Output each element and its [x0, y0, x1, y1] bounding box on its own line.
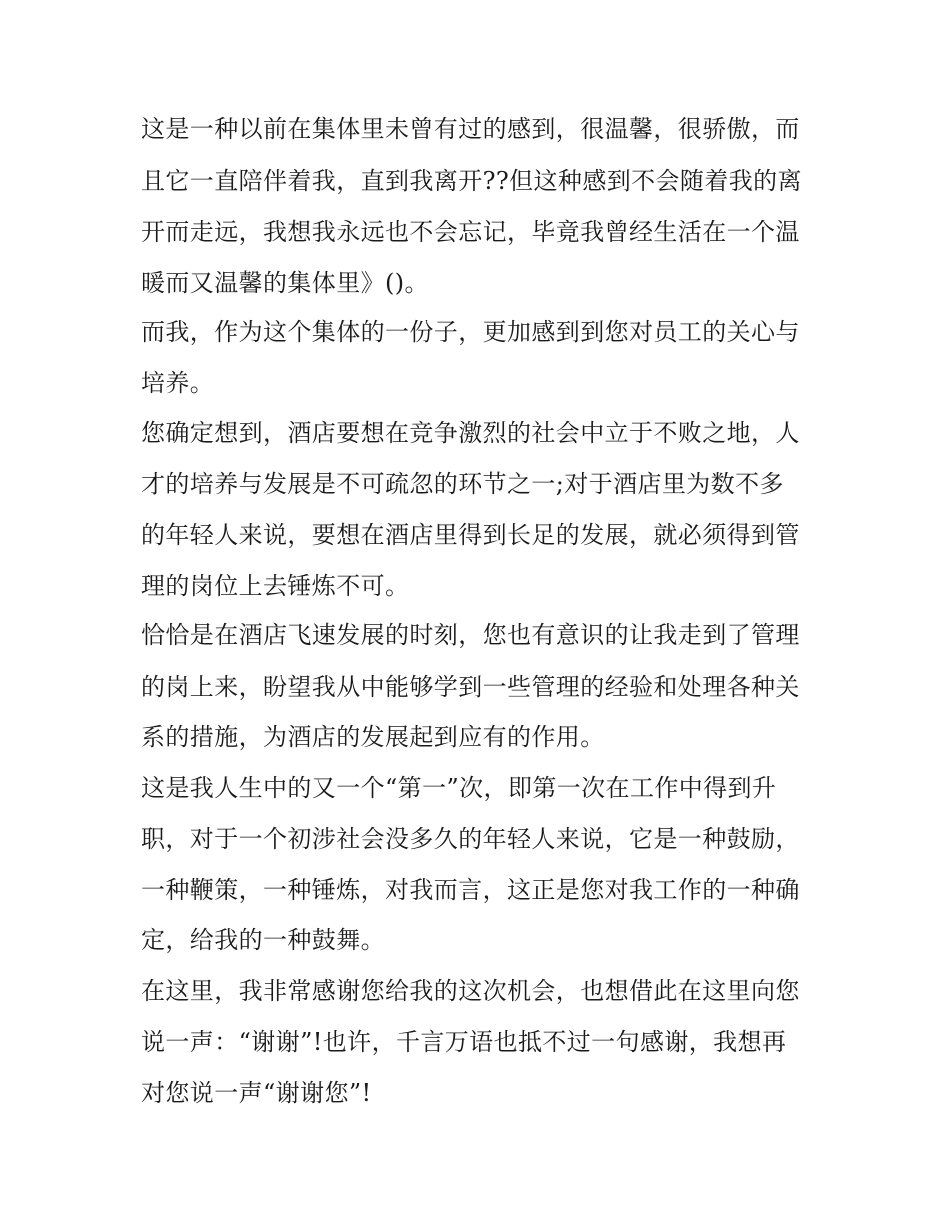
text-line: 对您说一声“谢谢您”! [141, 1079, 372, 1107]
text-line: 定，给我的一种鼓舞。 [141, 926, 385, 954]
text-line: 系的措施，为酒店的发展起到应有的作用。 [141, 723, 605, 751]
text-line: 培养。 [141, 369, 215, 397]
text-line: 您确定想到，酒店要想在竞争激烈的社会中立于不败之地，人 [141, 419, 800, 447]
text-line: 开而走远，我想我永远也不会忘记，毕竟我曾经生活在一个温 [141, 218, 800, 246]
text-line: 在这里，我非常感谢您给我的这次机会，也想借此在这里向您 [141, 977, 800, 1005]
text-line: 暖而又温馨的集体里》()。 [141, 269, 429, 297]
text-line: 一种鞭策，一种锤炼，对我而言，这正是您对我工作的一种确 [141, 876, 800, 904]
text-line: 职，对于一个初涉社会没多久的年轻人来说，它是一种鼓励， [141, 825, 800, 853]
text-line: 的年轻人来说，要想在酒店里得到长足的发展，就必须得到管 [141, 521, 800, 549]
text-line: 而我，作为这个集体的一份子，更加感到到您对员工的关心与 [141, 318, 800, 346]
text-line: 说一声：“谢谢”!也许，千言万语也抵不过一句感谢，我想再 [141, 1028, 787, 1056]
text-line: 理的岗位上去锤炼不可。 [141, 572, 410, 600]
text-line: 这是我人生中的又一个“第一”次，即第一次在工作中得到升 [141, 774, 777, 802]
text-line: 才的培养与发展是不可疏忽的环节之一;对于酒店里为数不多 [141, 470, 784, 498]
text-line: 恰恰是在酒店飞速发展的时刻，您也有意识的让我走到了管理 [141, 621, 800, 649]
text-line: 且它一直陪伴着我，直到我离开??但这种感到不会随着我的离 [141, 167, 802, 195]
text-line: 这是一种以前在集体里未曾有过的感到，很温馨，很骄傲，而 [141, 115, 800, 143]
text-line: 的岗上来，盼望我从中能够学到一些管理的经验和处理各种关 [141, 673, 800, 701]
